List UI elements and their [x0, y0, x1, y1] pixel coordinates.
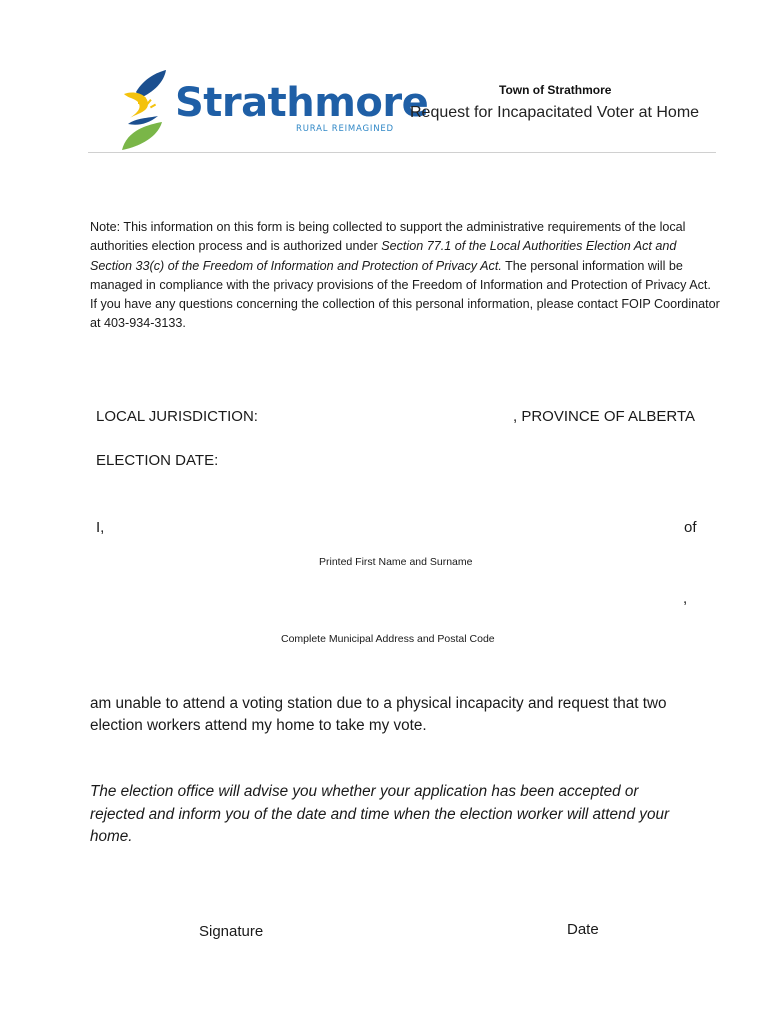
i-label: I, — [96, 519, 105, 536]
logo-mark-icon — [118, 68, 178, 152]
organization-name: Town of Strathmore — [499, 83, 612, 97]
document-title: Request for Incapacitated Voter at Home — [410, 104, 700, 121]
of-label: of — [684, 519, 697, 536]
note-legal-reference: Section 77.1 of the Local Authorities Election Act and Section 33(c) of the Freedom of Information and Protection of Privacy Act. — [90, 239, 677, 273]
date-field[interactable] — [520, 898, 670, 922]
address-caption: Complete Municipal Address and Postal Code — [281, 633, 495, 645]
address-comma: , — [683, 590, 688, 607]
logo-tagline: RURAL REIMAGINED — [296, 124, 394, 134]
name-field[interactable] — [115, 520, 675, 540]
signature-field[interactable] — [150, 900, 350, 924]
note-text-1: Note: This information on this form is being collected to support the administrative requirements of the local authorities election process and is authorized under — [90, 220, 686, 254]
date-label: Date — [567, 921, 599, 938]
signature-label: Signature — [199, 923, 264, 940]
province-label: , PROVINCE OF ALBERTA — [513, 408, 695, 425]
header-divider — [88, 152, 716, 153]
election-office-advisory: The election office will advise you whether your application has been accepted or rejected and inform you of the date and time when the election worker will attend your home. — [90, 783, 670, 845]
privacy-note — [90, 218, 720, 334]
name-caption: Printed First Name and Surname — [319, 556, 473, 568]
request-statement: am unable to attend a voting station due to a physical incapacity and request that two election workers attend my home to take my vote. — [90, 695, 667, 734]
logo-wordmark: Strathmore — [175, 80, 429, 126]
note-text-2: The personal information will be managed in compliance with the privacy provisions of the Freedom of Information and Protection of Privacy Act. If you have any questions concerning the collection of this personal information, please contact FOIP Coordinator at 403-934-3133. — [90, 258, 720, 331]
jurisdiction-label: LOCAL JURISDICTION: — [96, 408, 258, 425]
address-field[interactable] — [96, 592, 676, 612]
election-date-field[interactable] — [222, 456, 522, 474]
jurisdiction-field[interactable] — [258, 412, 508, 430]
election-date-label: ELECTION DATE: — [96, 452, 219, 469]
